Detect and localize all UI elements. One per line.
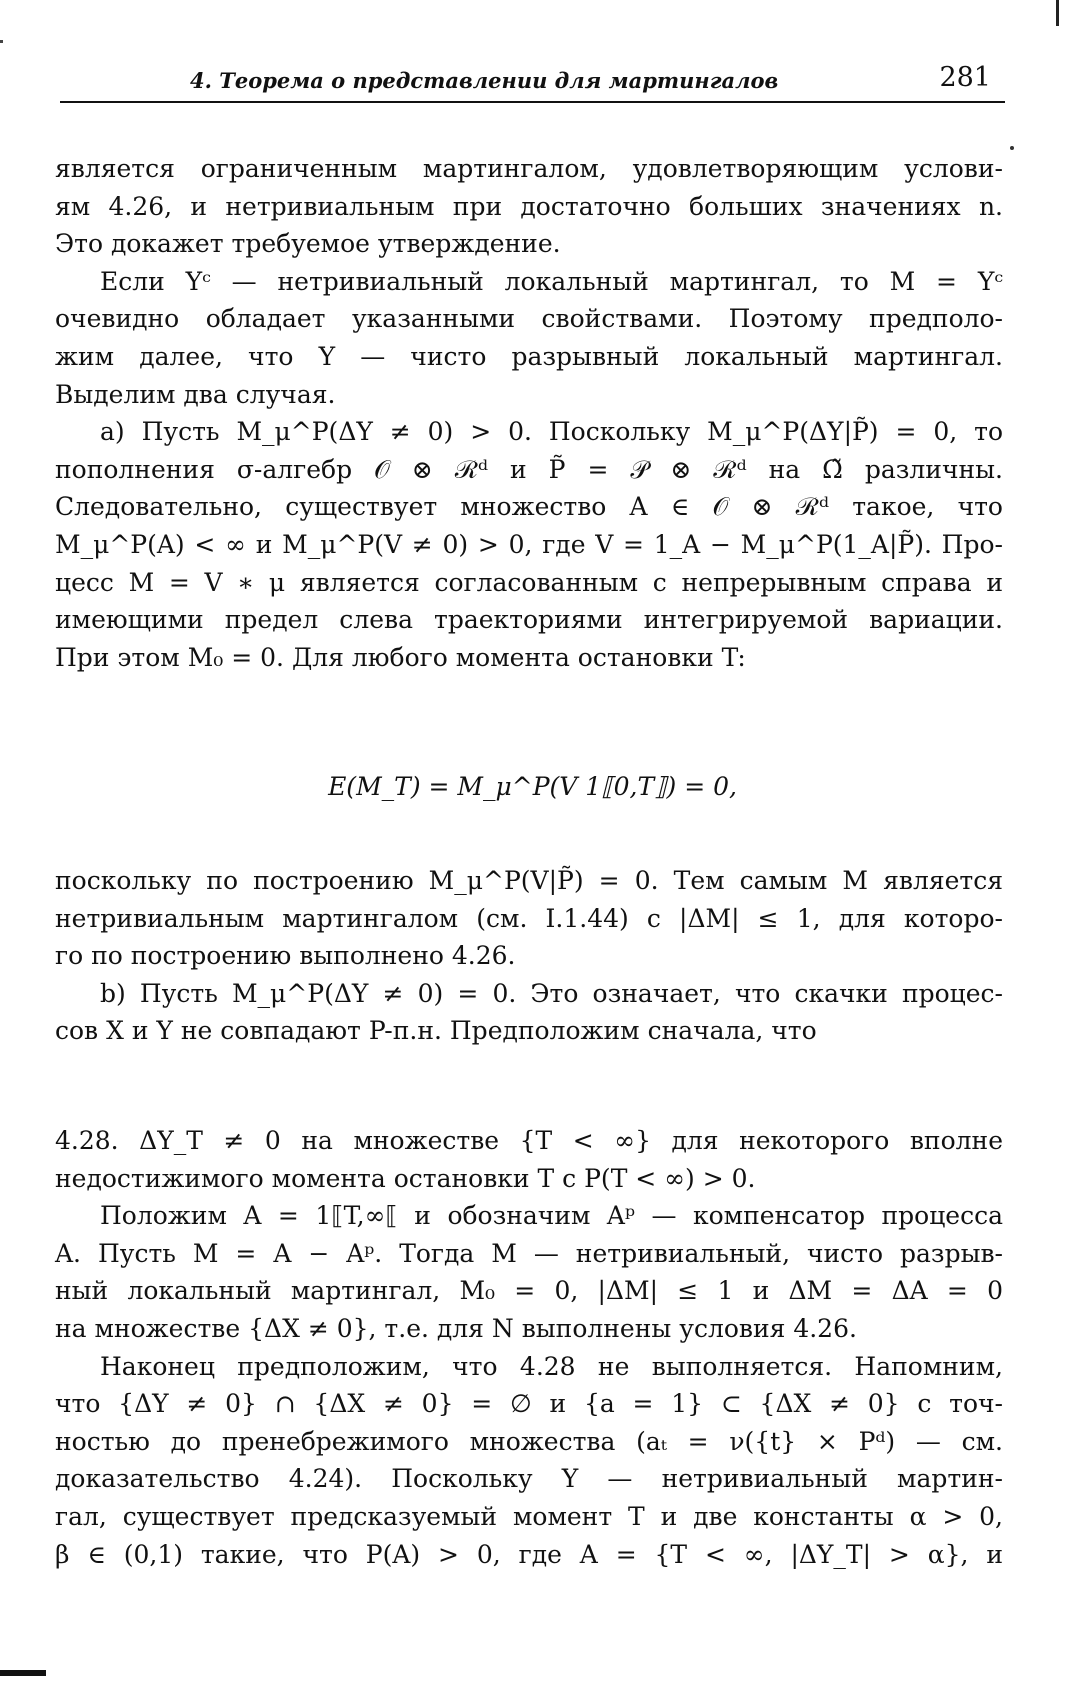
text-line: Наконец предположим, что 4.28 не выполняется. Напомним, [100,1351,1003,1381]
scan-edge-mark [1056,0,1059,26]
running-head [60,60,1005,102]
text-line: нетривиальным мартингалом (см. I.1.44) с |ΔM| ≤ 1, для которо- [55,903,1003,933]
text-line: При этом M₀ = 0. Для любого момента остановки T: [55,642,746,672]
text-line: M_μ^P(A) < ∞ и M_μ^P(V ≠ 0) > 0, где V = 1_A − M_μ^P(1_A|P̃). Про- [55,529,1003,559]
text-line: недостижимого момента остановки T с P(T < ∞) > 0. [55,1163,756,1193]
text-line: a) Пусть M_μ^P(ΔY ≠ 0) > 0. Поскольку M_μ^P(ΔY|P̃) = 0, то [100,417,1003,447]
scan-corner-mark [0,1670,46,1676]
text-line: ный локальный мартингал, M₀ = 0, |ΔM| ≤ 1 и ΔM = ΔA = 0 [55,1276,1003,1306]
text-line: Это докажет требуемое утверждение. [55,229,561,259]
scan-dot [1010,146,1014,150]
text-line: очевидно обладает указанными свойствами. Поэтому предполо- [55,304,1003,334]
text-line: го по построению выполнено 4.26. [55,941,516,971]
text-line: Если Yᶜ — нетривиальный локальный мартингал, то M = Yᶜ [100,266,1003,296]
running-head-title: 4. Теорема о представлении для мартингалов [190,68,779,93]
text-line: ям 4.26, и нетривиальным при достаточно больших значениях n. [55,191,1003,221]
text-line: Положим A = 1⟦T,∞⟦ и обозначим Aᵖ — компенсатор процесса [100,1201,1003,1231]
page-number: 281 [939,62,991,93]
text-line: гал, существует предсказуемый момент T и две константы α > 0, [55,1501,1003,1531]
text-line: является ограниченным мартингалом, удовлетворяющим услови- [55,154,1003,183]
text-line: жим далее, что Y — чисто разрывный локальный мартингал. [55,341,1003,371]
text-line: A. Пусть M = A − Aᵖ. Тогда M — нетривиальный, чисто разрыв- [55,1238,1003,1268]
text-line: что {ΔY ≠ 0} ∩ {ΔX ≠ 0} = ∅ и {a = 1} ⊂ {ΔX ≠ 0} с точ- [55,1389,1003,1419]
text-line: на множестве {ΔX ≠ 0}, т.е. для N выполнены условия 4.26. [55,1313,857,1343]
text-line: поскольку по построению M_μ^P(V|P̃) = 0. Тем самым M является [55,866,1003,895]
text-line: ностью до пренебрежимого множества (aₜ = ν({t} × Pᵈ) — см. [55,1426,1003,1456]
text-line: β ∈ (0,1) такие, что P(A) > 0, где A = {T < ∞, |ΔY_T| > α}, и [55,1539,1003,1569]
display-formula: E(M_T) = M_μ^P(V 1⟦0,T⟧) = 0, [328,772,737,801]
text-line: сов X и Y не совпадают P-п.н. Предположим сначала, что [55,1016,817,1046]
text-line: пополнения σ-алгебр 𝒪 ⊗ ℛᵈ и P̃ = 𝒫 ⊗ ℛᵈ на Ω̃ различны. [55,454,1003,484]
text-line: цесс M = V ∗ μ является согласованным с непрерывным справа и [55,567,1003,597]
text-line: Следовательно, существует множество A ∈ 𝒪 ⊗ ℛᵈ такое, что [55,492,1003,522]
scan-speck [0,40,3,43]
text-block-1 [55,150,1003,676]
text-line: доказательство 4.24). Поскольку Y — нетривиальный мартин- [55,1464,1003,1494]
text-line: 4.28. ΔY_T ≠ 0 на множестве {T < ∞} для некоторого вполне [55,1126,1003,1155]
header-rule [60,101,1005,103]
text-block-3 [55,1122,1003,1573]
text-line: Выделим два случая. [55,379,336,409]
text-block-2 [55,862,1003,1050]
text-line: b) Пусть M_μ^P(ΔY ≠ 0) = 0. Это означает, что скачки процес- [100,978,1003,1008]
text-line: имеющими предел слева траекториями интегрируемой вариации. [55,605,1003,635]
